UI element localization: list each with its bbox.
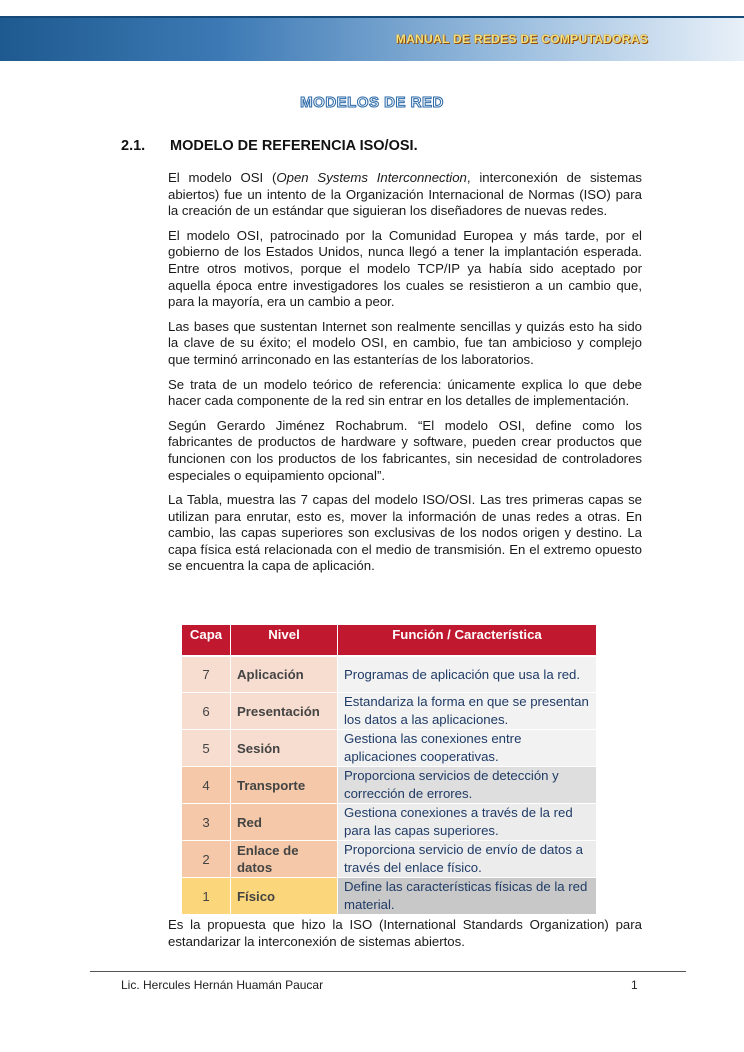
page-number: 1 <box>631 978 638 992</box>
layer-name: Transporte <box>231 767 338 804</box>
paragraph-2: El modelo OSI, patrocinado por la Comunidad Europea y más tarde, por el gobierno de los Estados Unidos, nunca llegó a tener la implantación esperada. Entre otros motivos, porque el modelo TCP/IP ya había sido aceptado por aquella época entre investigadores los cuales se resistieron a un cambio que, para la mayoría, era un cambio a peor. <box>168 227 642 310</box>
header-band <box>0 16 744 61</box>
table-row <box>182 656 597 693</box>
paragraph-3: Las bases que sustentan Internet son realmente sencillas y quizás esto ha sido la clave de su éxito; el modelo OSI, en cambio, fue tan ambicioso y complejo que terminó arrinconado en las estanterías de los laboratorios. <box>168 318 642 367</box>
table-row <box>182 767 597 804</box>
layer-number: 3 <box>182 804 231 841</box>
layer-function: Define las características físicas de la red material. <box>338 878 597 915</box>
layer-name: Físico <box>231 878 338 915</box>
layer-name: Red <box>231 804 338 841</box>
section-number: 2.1. <box>121 138 146 154</box>
section-title: MODELO DE REFERENCIA ISO/OSI. <box>170 138 418 154</box>
body-text <box>168 170 642 583</box>
layer-number: 2 <box>182 841 231 878</box>
section-heading <box>121 138 418 154</box>
footer-divider <box>90 971 686 972</box>
layer-function: Proporciona servicio de envío de datos a través del enlace físico. <box>338 841 597 878</box>
paragraph-5: Según Gerardo Jiménez Rochabrum. “El modelo OSI, define como los fabricantes de productos de hardware y software, pueden crear productos que funcionen con los productos de los fabricantes, sin necesidad de controladores especiales o equipamiento opcional”. <box>168 417 642 483</box>
paragraph-7: Es la propuesta que hizo la ISO (International Standards Organization) para estandarizar la interconexión de sistemas abiertos. <box>168 917 642 949</box>
header-title: MANUAL DE REDES DE COMPUTADORAS <box>395 32 648 46</box>
layer-number: 4 <box>182 767 231 804</box>
table-row <box>182 693 597 730</box>
header-nivel: Nivel <box>231 625 338 657</box>
header-capa: Capa <box>182 625 231 657</box>
paragraph-6: La Tabla, muestra las 7 capas del modelo ISO/OSI. Las tres primeras capas se utilizan para enrutar, esto es, mover la información de unas redes a otras. En cambio, las capas superiores son exclusivas de los nodos origen y destino. La capa física está relacionada con el medio de transmisión. En el extremo opuesto se encuentra la capa de aplicación. <box>168 492 642 574</box>
layer-name: Aplicación <box>231 656 338 693</box>
osi-layers-table <box>181 624 597 915</box>
layer-function: Proporciona servicios de detección y corrección de errores. <box>338 767 597 804</box>
layer-number: 6 <box>182 693 231 730</box>
paragraph-1: El modelo OSI (Open Systems Interconnection, interconexión de sistemas abiertos) fue un intento de la Organización Internacional de Normas (ISO) para la creación de un estándar que siguieran los diseñadores de nuevas redes. <box>168 170 642 219</box>
chapter-title: MODELOS DE RED <box>300 94 444 111</box>
table-header-row <box>182 625 597 657</box>
layer-function: Estandariza la forma en que se presentan los datos a las aplicaciones. <box>338 693 597 730</box>
paragraph-4: Se trata de un modelo teórico de referencia: únicamente explica lo que debe hacer cada componente de la red sin entrar en los detalles de implementación. <box>168 376 642 409</box>
layer-function: Programas de aplicación que usa la red. <box>338 656 597 693</box>
table-row <box>182 804 597 841</box>
header-funcion: Función / Característica <box>338 625 597 657</box>
table-row <box>182 730 597 767</box>
layer-name: Sesión <box>231 730 338 767</box>
layer-number: 5 <box>182 730 231 767</box>
table-row <box>182 841 597 878</box>
layer-name: Presentación <box>231 693 338 730</box>
layer-number: 7 <box>182 656 231 693</box>
layer-function: Gestiona las conexiones entre aplicaciones cooperativas. <box>338 730 597 767</box>
layer-name: Enlace de datos <box>231 841 338 878</box>
layer-function: Gestiona conexiones a través de la red para las capas superiores. <box>338 804 597 841</box>
footer-author: Lic. Hercules Hernán Huamán Paucar <box>121 978 324 992</box>
layer-number: 1 <box>182 878 231 915</box>
table-row <box>182 878 597 915</box>
